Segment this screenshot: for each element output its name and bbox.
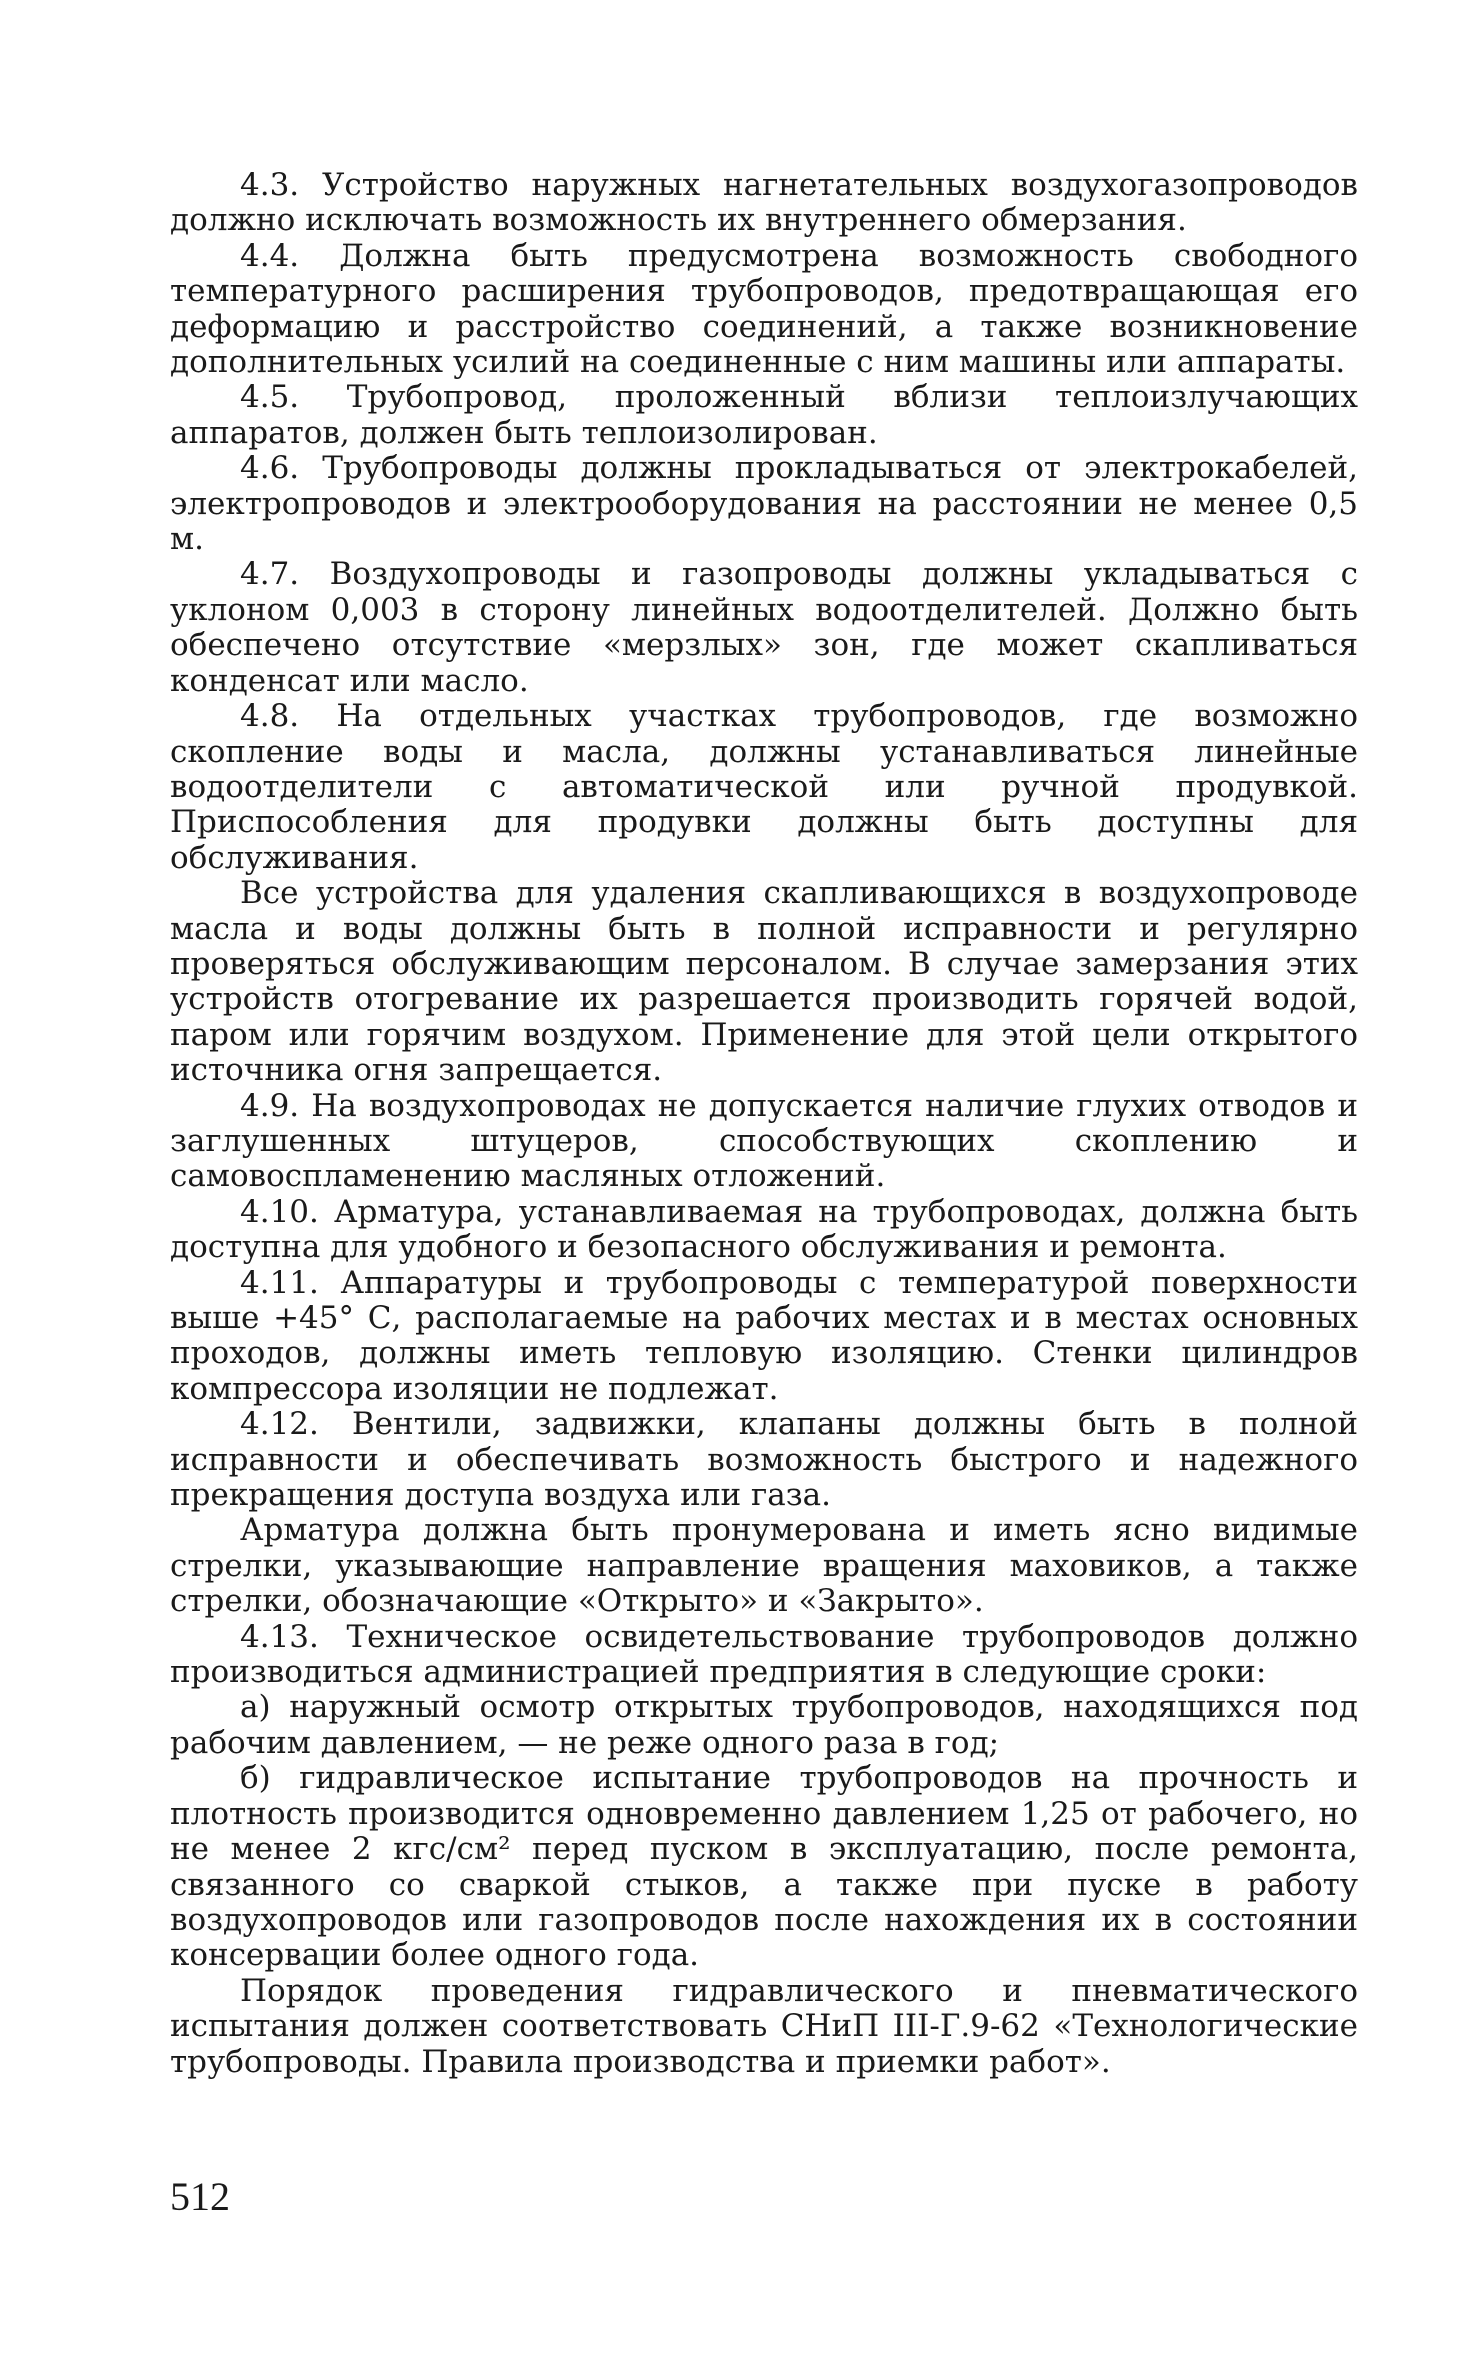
paragraph-testing-procedure: Порядок проведения гидравлического и пневматического испытания должен соответствовать СНиП III-Г.9-62 «Технологические трубопроводы. Правила производства и приемки работ». xyxy=(170,1972,1358,2080)
page-number: 512 xyxy=(170,2174,230,2219)
paragraph-4-13-item-b: б) гидравлическое испытание трубопроводов на прочность и плотность производится одновременно давлением 1,25 от рабочего, но не менее 2 кгс/см² перед пуском в эксплуатацию, после ремонта, связанного со сваркой стыков, а также при пуске в работу воздухопроводов или газопроводов после нахождения их в состоянии консервации более одного года. xyxy=(170,1760,1358,1974)
paragraph-4-12-continuation: Арматура должна быть пронумерована и иметь ясно видимые стрелки, указывающие направление вращения маховиков, а также стрелки, обозначающие «Открыто» и «Закрыто». xyxy=(170,1512,1358,1620)
paragraph-4-5: 4.5. Трубопровод, проложенный вблизи теплоизлучающих аппаратов, должен быть теплоизолирован. xyxy=(170,379,1358,451)
paragraph-4-9: 4.9. На воздухопроводах не допускается наличие глухих отводов и заглушенных штуцеров, способствующих скоплению и самовоспламенению масляных отложений. xyxy=(170,1087,1358,1195)
paragraph-4-8-continuation: Все устройства для удаления скапливающихся в воздухопроводе масла и воды должны быть в полной исправности и регулярно проверяться обслуживающим персоналом. В случае замерзания этих устройств отогревание их разрешается производить горячей водой, паром или горячим воздухом. Применение для этой цели открытого источника огня запрещается. xyxy=(170,875,1358,1089)
paragraph-4-12: 4.12. Вентили, задвижки, клапаны должны быть в полной исправности и обеспечивать возможность быстрого и надежного прекращения доступа воздуха или газа. xyxy=(170,1406,1358,1514)
paragraph-4-7: 4.7. Воздухопроводы и газопроводы должны укладываться с уклоном 0,003 в сторону линейных водоотделителей. Должно быть обеспечено отсутствие «мерзлых» зон, где может скапливаться конденсат или масло. xyxy=(170,556,1358,699)
paragraph-4-6: 4.6. Трубопроводы должны прокладываться от электрокабелей, электропроводов и электрооборудования на расстоянии не менее 0,5 м. xyxy=(170,450,1358,558)
paragraph-4-4: 4.4. Должна быть предусмотрена возможность свободного температурного расширения трубопроводов, предотвращающая его деформацию и расстройство соединений, а также возникновение дополнительных усилий на соединенные с ним машины или аппараты. xyxy=(170,237,1358,381)
paragraph-4-3: 4.3. Устройство наружных нагнетательных воздухогазопроводов должно исключать возможность их внутреннего обмерзания. xyxy=(170,167,1358,239)
paragraph-4-10: 4.10. Арматура, устанавливаемая на трубопроводах, должна быть доступна для удобного и безопасного обслуживания и ремонта. xyxy=(170,1193,1358,1266)
page-text-body xyxy=(170,168,1358,2080)
paragraph-4-13-item-a: а) наружный осмотр открытых трубопроводов, находящихся под рабочим давлением, — не реже одного раза в год; xyxy=(170,1689,1358,1761)
paragraph-4-13: 4.13. Техническое освидетельствование трубопроводов должно производиться администрацией предприятия в следующие сроки: xyxy=(170,1618,1358,1691)
paragraph-4-11: 4.11. Аппаратуры и трубопроводы с температурой поверхности выше +45° С, располагаемые на рабочих местах и в местах основных проходов, должны иметь тепловую изоляцию. Стенки цилиндров компрессора изоляции не подлежат. xyxy=(170,1264,1358,1407)
paragraph-4-8: 4.8. На отдельных участках трубопроводов, где возможно скопление воды и масла, должны устанавливаться линейные водоотделители с автоматической или ручной продувкой. Приспособления для продувки должны быть доступны для обслуживания. xyxy=(170,698,1358,876)
